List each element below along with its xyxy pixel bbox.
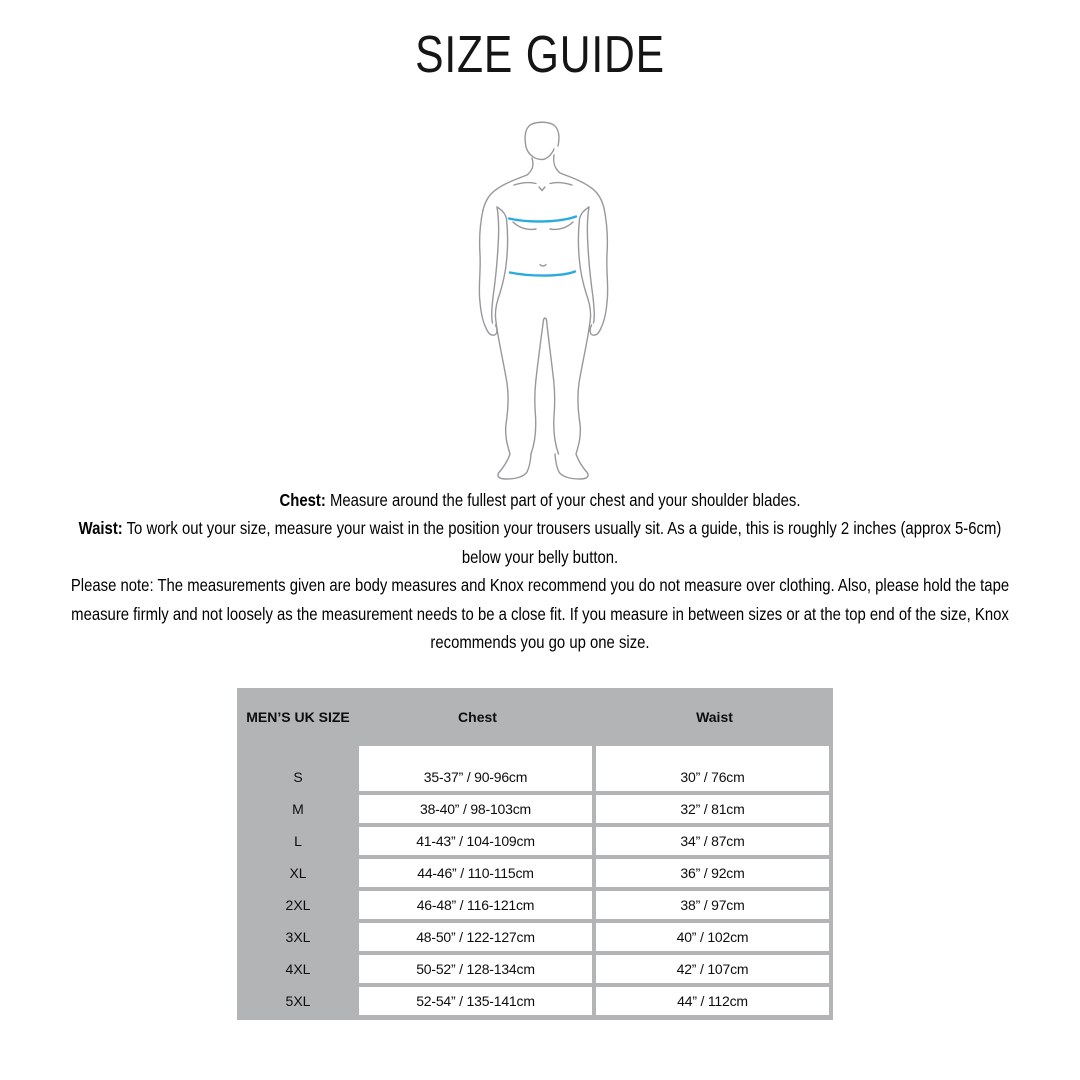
waist-cell: 30” / 76cm: [596, 746, 829, 791]
instruction-line: Chest: Measure around the fullest part of your chest and your shoulder blades.: [279, 490, 801, 510]
table-row: [237, 746, 833, 791]
chest-cell: 46-48” / 116-121cm: [359, 891, 592, 919]
table-row: [237, 987, 833, 1015]
header-size: MEN’S UK SIZE: [246, 709, 350, 725]
waist-cell: 32” / 81cm: [596, 795, 829, 823]
header-waist: Waist: [696, 709, 733, 725]
header-chest: Chest: [458, 709, 497, 725]
waist-cell: 40” / 102cm: [596, 923, 829, 951]
chest-label: Chest:: [279, 490, 326, 510]
chest-cell: 38-40” / 98-103cm: [359, 795, 592, 823]
table-row: [237, 795, 833, 823]
size-cell: XL: [289, 865, 307, 881]
measure-lines: [509, 217, 576, 276]
size-cell: S: [293, 769, 303, 785]
chest-cell: 44-46” / 110-115cm: [359, 859, 592, 887]
table-header-row: [237, 688, 833, 746]
size-table: [237, 688, 833, 1020]
chest-cell: 52-54” / 135-141cm: [359, 987, 592, 1015]
male-body-outline: [457, 121, 637, 481]
instruction-line: below your belly button.: [461, 546, 619, 567]
size-cell: 2XL: [285, 897, 311, 913]
waist-label: Waist:: [78, 518, 123, 539]
chest-cell: 41-43” / 104-109cm: [359, 827, 592, 855]
instruction-line: Please note: The measurements given are body measures and Knox recommend you do not measure over clothing. Also, please hold the tape: [70, 575, 1010, 596]
page-title: SIZE GUIDE: [415, 26, 665, 84]
waist-cell: 44” / 112cm: [596, 987, 829, 1015]
body-measurement-figure: [457, 121, 637, 481]
chest-cell: 35-37” / 90-96cm: [359, 746, 592, 791]
instruction-line: Waist: To work out your size, measure your waist in the position your trousers usually sit. As a guide, this is roughly 2 inches (approx 5-6cm): [78, 518, 1002, 539]
size-cell: 3XL: [285, 929, 311, 945]
instruction-line: measure firmly and not loosely as the measurement needs to be a close fit. If you measure in between sizes or at the top end of the size, Knox: [71, 603, 1009, 624]
table-row: [237, 891, 833, 919]
chest-measure-line: [509, 217, 576, 222]
waist-cell: 38” / 97cm: [596, 891, 829, 919]
table-row: [237, 859, 833, 887]
size-cell: 4XL: [285, 961, 311, 977]
table-row: [237, 955, 833, 983]
waist-cell: 34” / 87cm: [596, 827, 829, 855]
table-row: [237, 923, 833, 951]
waist-cell: 36” / 92cm: [596, 859, 829, 887]
chest-cell: 50-52” / 128-134cm: [359, 955, 592, 983]
body-outline: [479, 122, 607, 479]
measuring-instructions: [39, 486, 1042, 656]
size-cell: M: [292, 801, 304, 817]
size-cell: 5XL: [285, 993, 311, 1009]
waist-measure-line: [510, 272, 575, 276]
size-cell: L: [294, 833, 302, 849]
instruction-line: recommends you go up one size.: [430, 632, 650, 653]
table-row: [237, 827, 833, 855]
chest-cell: 48-50” / 122-127cm: [359, 923, 592, 951]
waist-cell: 42” / 107cm: [596, 955, 829, 983]
